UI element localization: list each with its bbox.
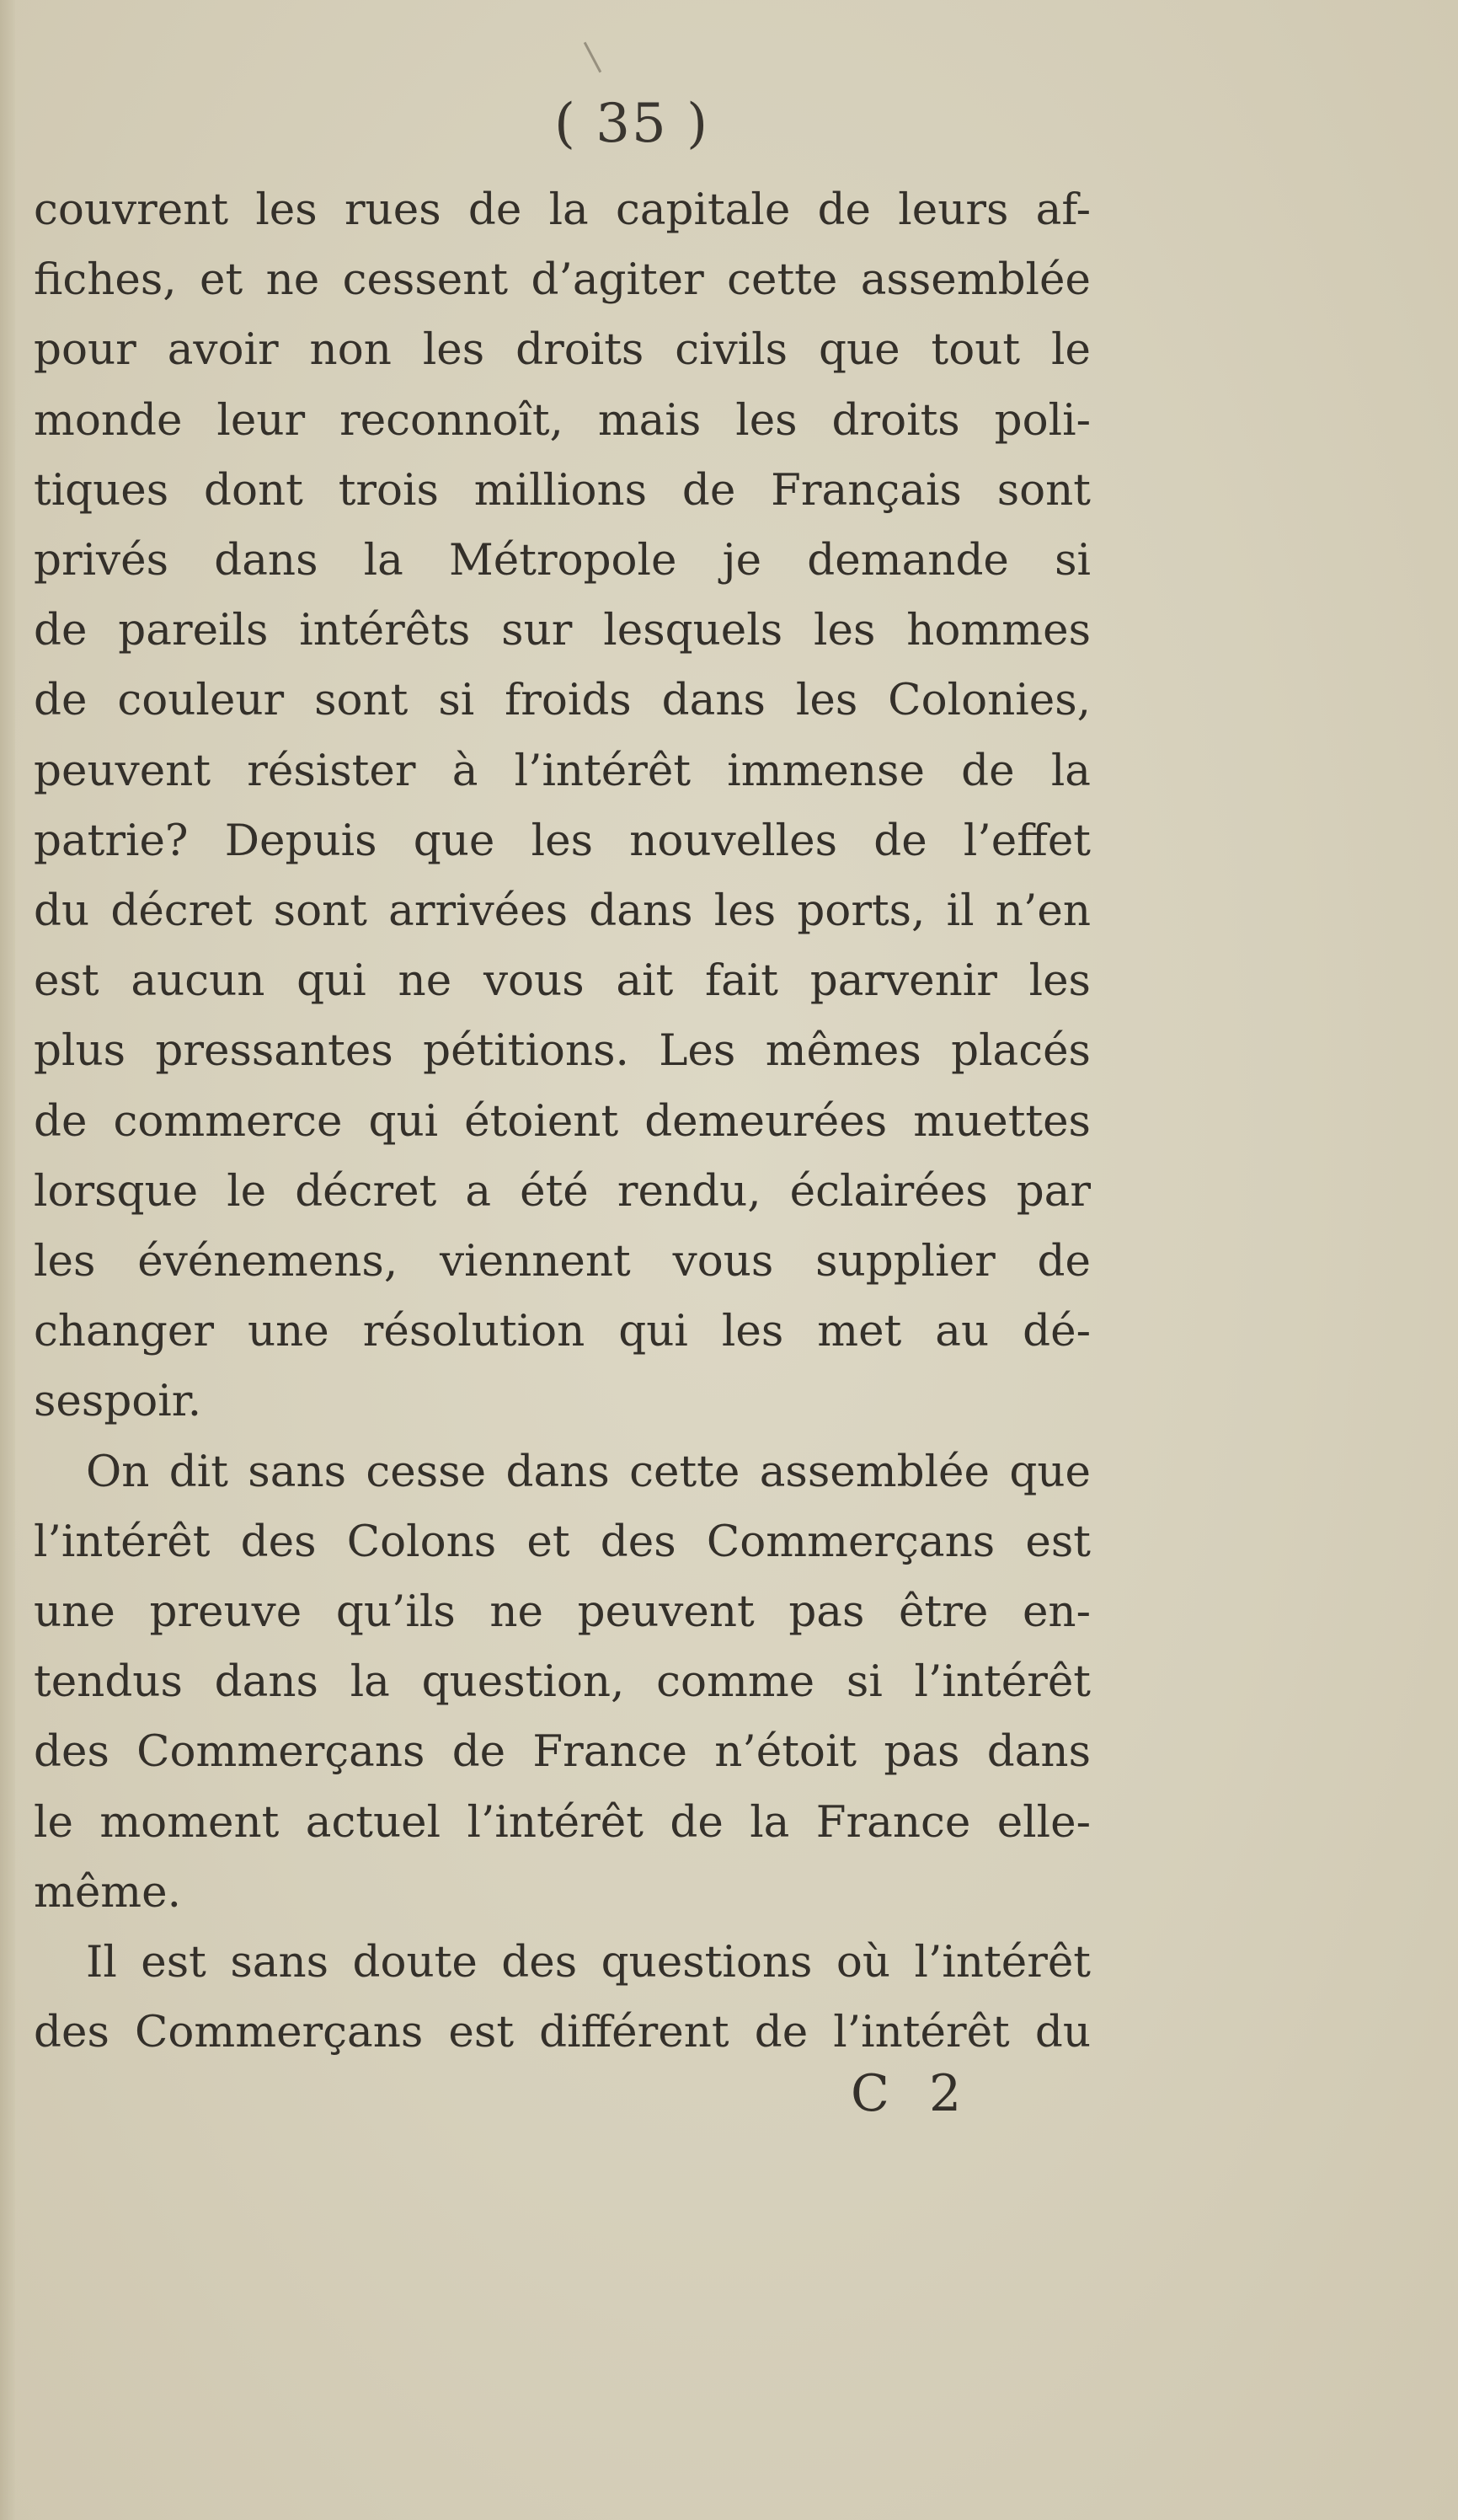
text-line-8: de couleur sont si froids dans les Colonies, bbox=[34, 675, 1091, 726]
text-line-25: même. bbox=[34, 1866, 181, 1918]
signature-mark: C 2 bbox=[851, 2064, 974, 2123]
text-line-10: patrie? Depuis que les nouvelles de l’effet bbox=[34, 815, 1091, 866]
text-line-14: de commerce qui étoient demeurées muettes bbox=[34, 1095, 1091, 1147]
text-line-20: l’intérêt des Colons et des Commerçans est bbox=[34, 1516, 1091, 1567]
text-line-5: tiques dont trois millions de Français sont bbox=[34, 464, 1091, 516]
text-line-12: est aucun qui ne vous ait fait parvenir les bbox=[34, 955, 1091, 1007]
text-line-6: privés dans la Métropole je demande si bbox=[34, 535, 1091, 586]
text-line-26: Il est sans doute des questions où l’intérêt bbox=[86, 1937, 1091, 1988]
text-line-19: On dit sans cesse dans cette assemblée que bbox=[86, 1446, 1091, 1497]
text-line-15: lorsque le décret a été rendu, éclairées par bbox=[34, 1165, 1091, 1217]
text-line-18: sespoir. bbox=[34, 1376, 202, 1427]
body-text bbox=[34, 175, 1091, 2068]
page-number: ( 35 ) bbox=[553, 93, 710, 155]
text-line-16: les événemens, viennent vous supplier de bbox=[34, 1236, 1091, 1287]
text-line-7: de pareils intérêts sur lesquels les hommes bbox=[34, 605, 1091, 656]
text-line-27: des Commerçans est différent de l’intérêt du bbox=[34, 2007, 1091, 2058]
text-line-17: changer une résolution qui les met au dé- bbox=[34, 1306, 1091, 1357]
text-line-13: plus pressantes pétitions. Les mêmes placés bbox=[34, 1025, 1091, 1077]
text-line-24: le moment actuel l’intérêt de la France elle- bbox=[34, 1796, 1091, 1848]
text-line-3: pour avoir non les droits civils que tout le bbox=[34, 324, 1091, 376]
text-line-2: fiches, et ne cessent d’agiter cette assemblée bbox=[34, 254, 1091, 306]
text-line-9: peuvent résister à l’intérêt immense de la bbox=[34, 745, 1091, 796]
text-line-1: couvrent les rues de la capitale de leurs af- bbox=[34, 185, 1091, 235]
text-line-4: monde leur reconnoît, mais les droits poli- bbox=[34, 394, 1091, 446]
text-line-23: des Commerçans de France n’étoit pas dans bbox=[34, 1726, 1091, 1778]
text-line-21: une preuve qu’ils ne peuvent pas être en- bbox=[34, 1586, 1091, 1638]
page-edge bbox=[0, 0, 15, 2520]
text-line-22: tendus dans la question, comme si l’intérêt bbox=[34, 1656, 1091, 1708]
text-line-11: du décret sont arrivées dans les ports, il n’en bbox=[34, 885, 1091, 937]
